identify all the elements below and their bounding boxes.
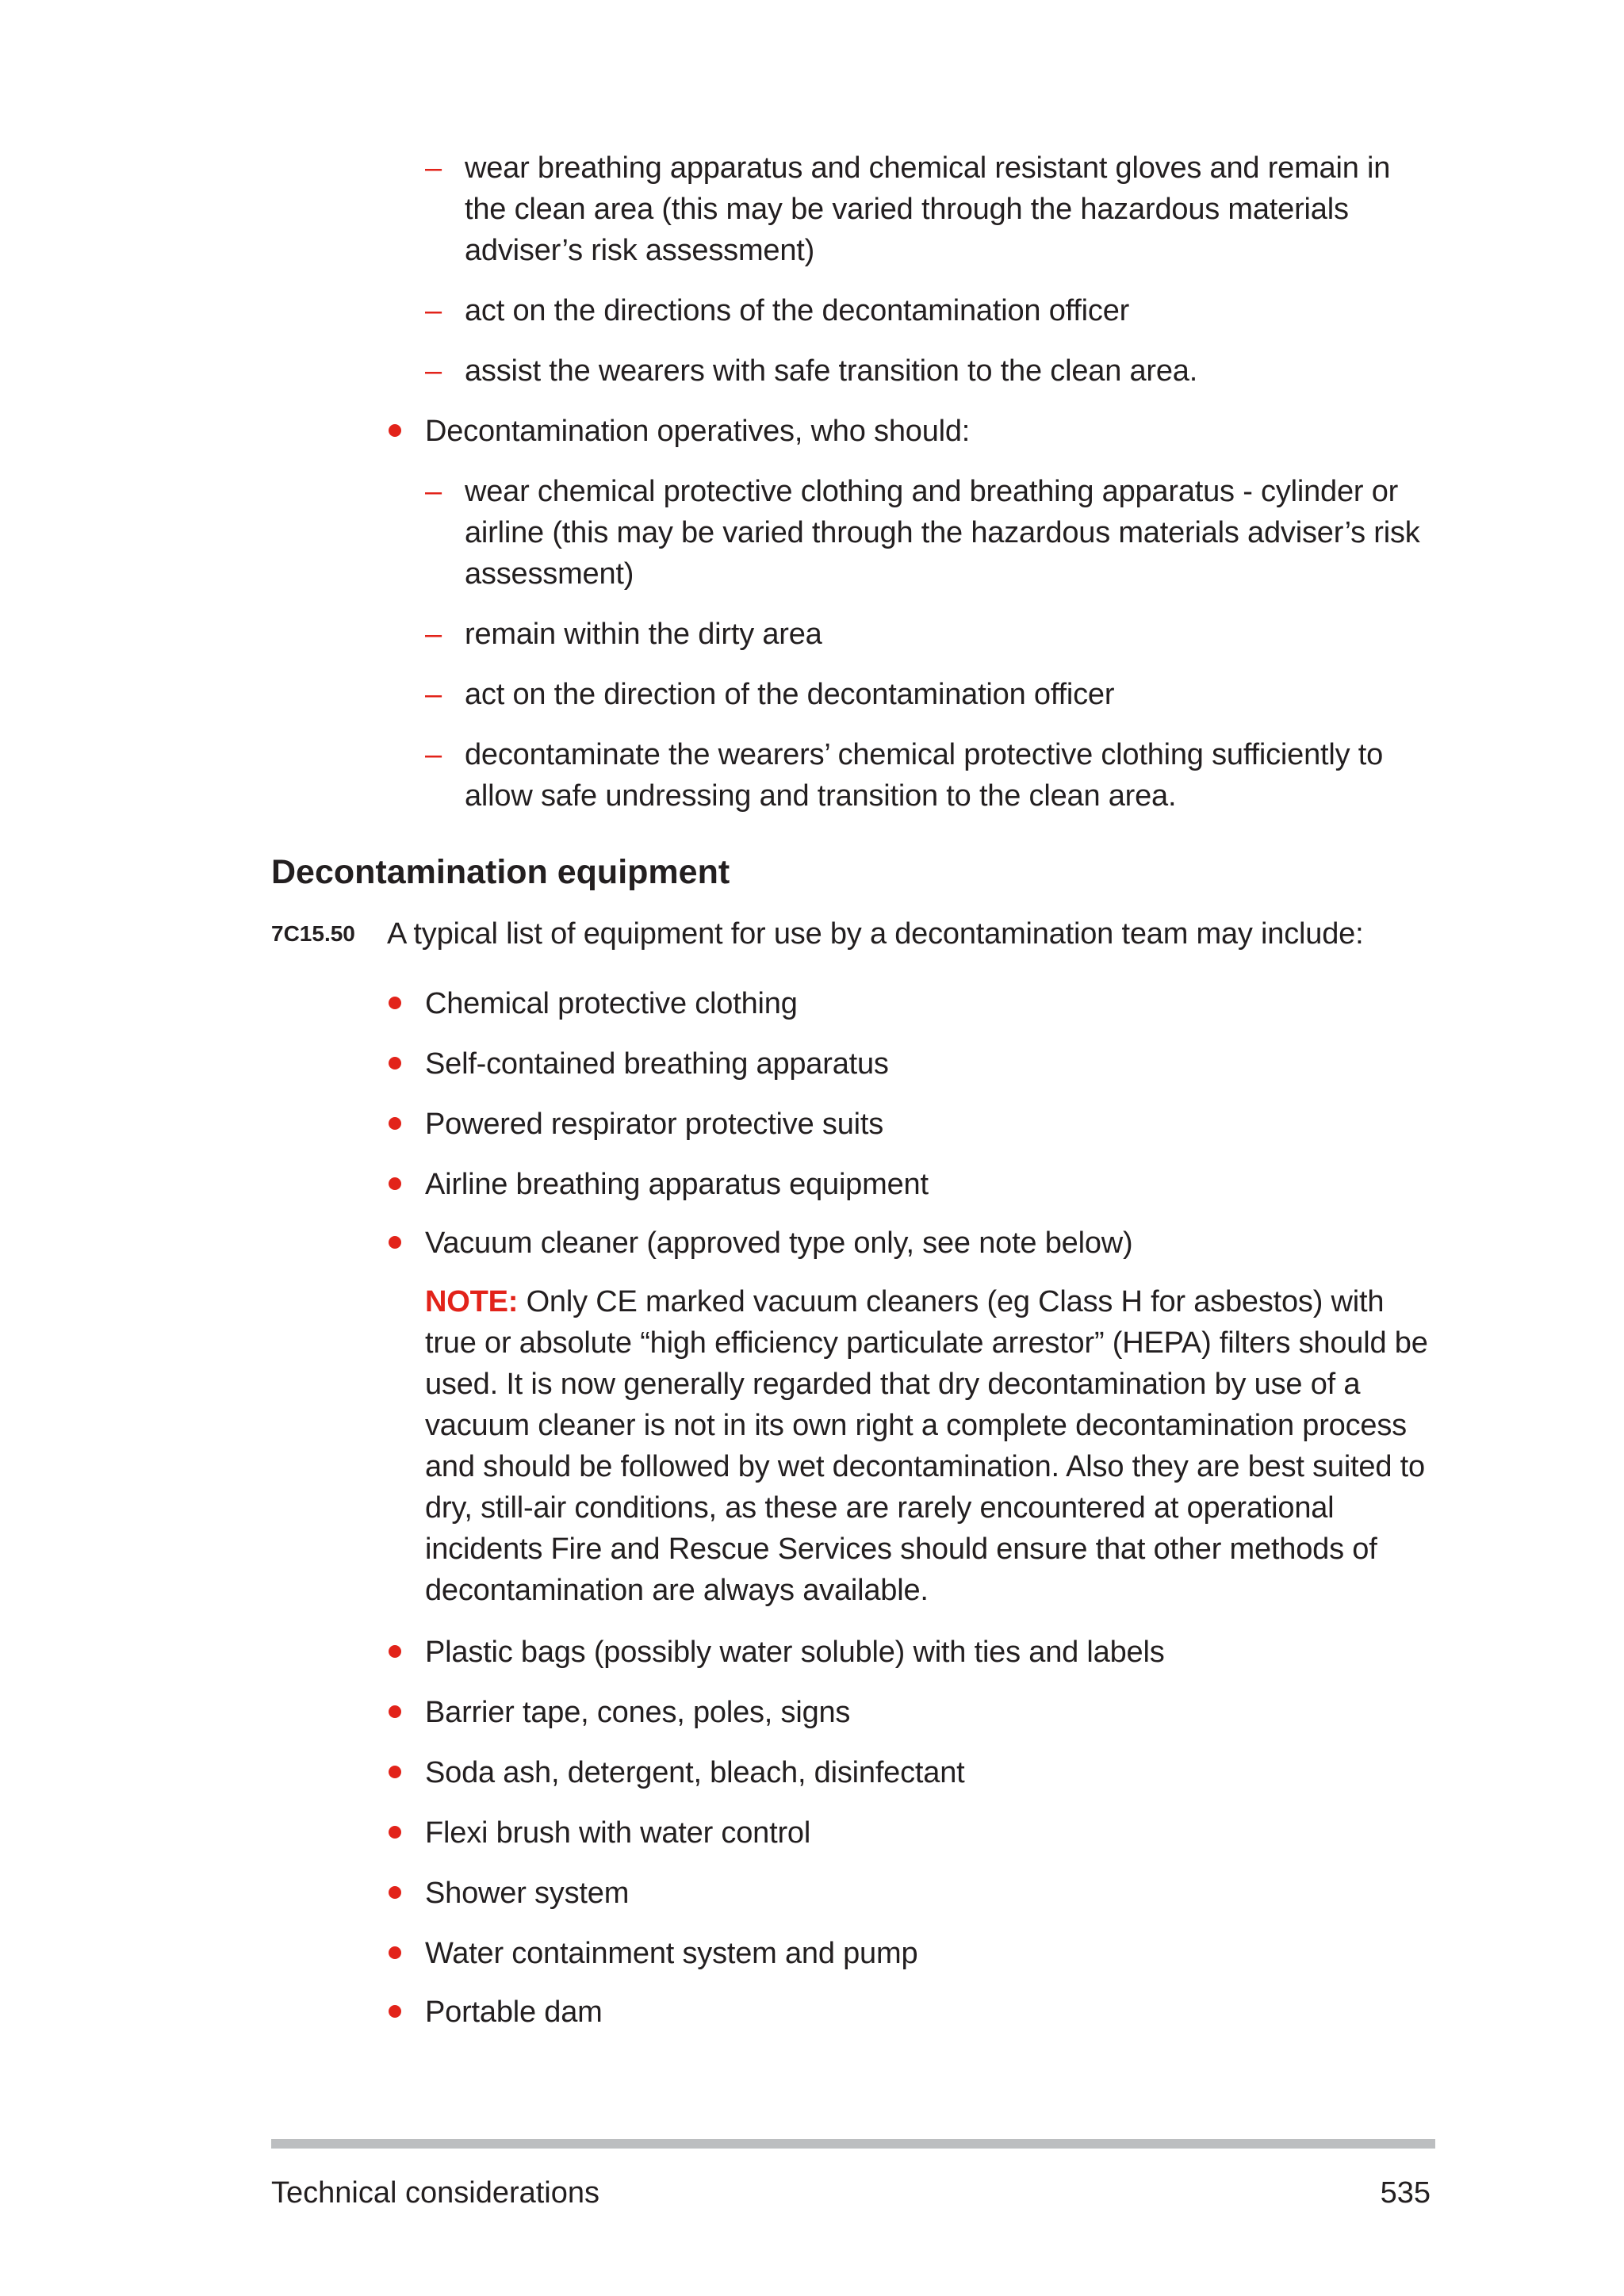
bullet-text: Barrier tape, cones, poles, signs [425,1696,851,1729]
bullet-text: Shower system [425,1877,630,1910]
bullet-text: Flexi brush with water control [425,1816,811,1850]
bullet-dot [389,1826,401,1839]
bullet-text: Self-contained breathing apparatus [425,1047,889,1081]
dash-item [425,614,1424,655]
operatives-dash-list [425,471,1424,836]
bullet-dot [389,1057,401,1070]
dash-item [425,674,1424,715]
bullet-item-equipment [387,1223,1456,1264]
dash-marker: – [425,354,442,388]
dash-item [425,471,1424,595]
dash-item-text: assist the wearers with safe transition to the clean area. [465,354,1198,388]
bullet-item-equipment [387,983,1456,1024]
top-dash-list [425,147,1424,411]
bullet-item-equipment [387,1692,1456,1733]
dash-item [425,290,1424,331]
bullet-text: Powered respirator protective suits [425,1108,884,1141]
bullet-item-equipment [387,1812,1456,1854]
bullet-text: Portable dam [425,1996,603,2029]
bullet-item-operatives [387,411,1456,452]
bullet-dot [389,1117,401,1130]
dash-marker: – [425,475,442,508]
bullet-dot [389,424,401,437]
dash-item-text: act on the directions of the decontamination officer [465,294,1130,327]
bullet-dot [389,1236,401,1249]
page-number: 535 [1380,2176,1431,2210]
footer-title: Technical considerations [271,2176,600,2210]
bullet-dot [389,1705,401,1718]
dash-marker: – [425,618,442,651]
dash-item-text: wear chemical protective clothing and breathing apparatus - cylinder or airline (this may be varied through the hazardous materials adviser’s risk assessment) [465,475,1420,591]
bullet-dot [389,1645,401,1658]
bullet-dot [389,1886,401,1899]
bullet-dot [389,1766,401,1778]
dash-marker: – [425,294,442,327]
dash-marker: – [425,678,442,711]
bullet-text: Plastic bags (possibly water soluble) with ties and labels [425,1636,1165,1669]
dash-marker: – [425,738,442,771]
dash-item-text: wear breathing apparatus and chemical resistant gloves and remain in the clean area (this may be varied through the hazardous materials adviser’s risk assessment) [465,151,1391,267]
bullet-item-equipment [387,1992,1456,2033]
bullet-dot [389,1177,401,1190]
bullet-dot [389,2005,401,2018]
bullet-item-equipment [387,1933,1456,1974]
paragraph-number: 7C15.50 [271,921,355,946]
bullet-text: Airline breathing apparatus equipment [425,1168,929,1201]
bullet-item-equipment [387,1752,1456,1793]
dash-item [425,147,1424,271]
bullet-text: Soda ash, detergent, bleach, disinfectant [425,1756,965,1789]
bullet-text: Vacuum cleaner (approved type only, see note below) [425,1226,1133,1260]
paragraph-text: A typical list of equipment for use by a decontamination team may include: [387,917,1364,951]
bullet-item-equipment [387,1873,1456,1914]
bullet-item-equipment [387,1104,1456,1145]
dash-marker: – [425,151,442,185]
dash-item-text: decontaminate the wearers’ chemical protective clothing sufficiently to allow safe undressing and transition to the clean area. [465,738,1384,813]
dash-item-text: remain within the dirty area [465,618,822,651]
note-block [425,1281,1432,1611]
bullet-text: Decontamination operatives, who should: [425,415,971,448]
dash-item [425,734,1424,817]
bullet-dot [389,1946,401,1959]
dash-item-text: act on the direction of the decontamination officer [465,678,1115,711]
footer-rule [271,2139,1435,2149]
section-heading: Decontamination equipment [271,853,730,891]
bullet-dot [389,997,401,1009]
dash-item [425,350,1424,392]
bullet-text: Water containment system and pump [425,1937,918,1970]
bullet-item-equipment [387,1164,1456,1205]
bullet-text: Chemical protective clothing [425,987,798,1020]
note-text: Only CE marked vacuum cleaners (eg Class H for asbestos) with true or absolute “high efficiency particulate arrestor” (HEPA) filters should be used. It is now generally regarded that dry decontamination by use of a vacuum cleaner is not in its own right a complete decontamination process and should be followed by wet decontamination. Also they are best suited to dry, still-air conditions, as these are rarely encountered at operational incidents Fire and Rescue Services should ensure that other methods of decontamination are always available. [425,1285,1428,1607]
bullet-item-equipment [387,1632,1456,1673]
note-label: NOTE: [425,1285,519,1318]
bullet-item-equipment [387,1043,1456,1085]
